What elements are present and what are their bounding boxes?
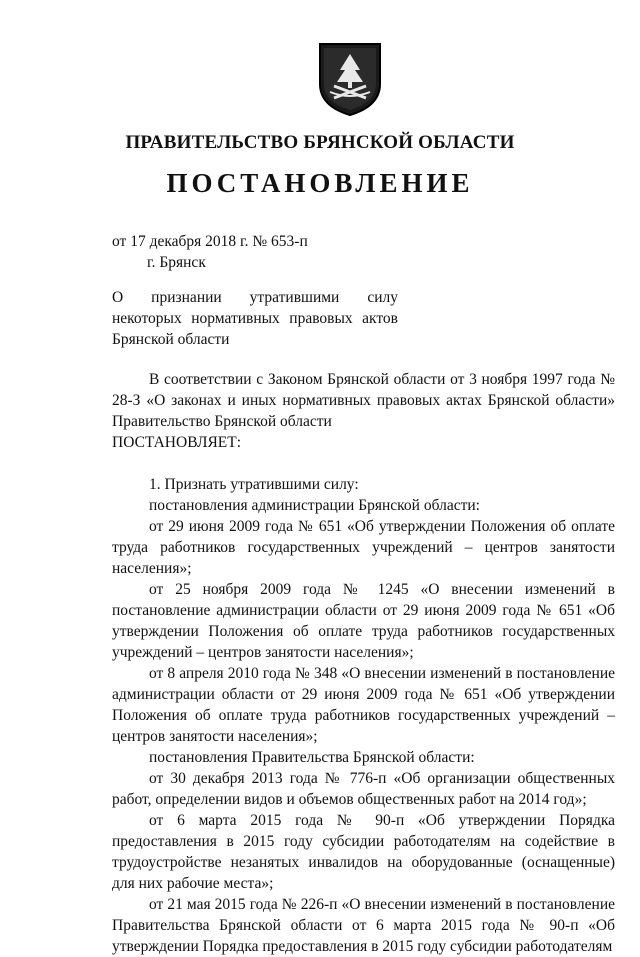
preamble-paragraph: В соответствии с Законом Брянской области от 3 ноября 1997 года № 28-З «О законах и иных нормативных правовых актах Брянской области» Правительство Брянской области (112, 371, 615, 430)
list-item: от 21 мая 2015 года № 226-п «О внесении изменений в постановление Правительства Брянской области от 6 марта 2015 года № 90-п «Об утверждении Порядка предоставления в 2015 году субсидии работодателям (112, 896, 615, 955)
decree-type-title: ПОСТАНОВЛЕНИЕ (166, 168, 474, 198)
decree-date-number: от 17 декабря 2018 г. № 653-п (112, 233, 308, 250)
government-title: ПРАВИТЕЛЬСТВО БРЯНСКОЙ ОБЛАСТИ (125, 132, 515, 153)
decree-body (112, 369, 615, 957)
list-item: от 8 апреля 2010 года № 348 «О внесении изменений в постановление администрации области от 29 июня 2009 года № 651 «Об утверждении Положения об оплате труда работников государственных учреждений – центров занятости населения»; (112, 665, 615, 745)
item-1-heading: 1. Признать утратившими силу: (149, 476, 359, 493)
list-item: от 25 ноября 2009 года № 1245 «О внесении изменений в постановление администрации области от 29 июня 2009 года № 651 «Об утверждении Положения об оплате труда работников государственных учреждений – центров занятости населения»; (112, 581, 615, 661)
list-item: от 30 декабря 2013 года № 776-п «Об организации общественных работ, определении видов и объемов общественных работ на 2014 год»; (112, 770, 615, 808)
decree-subject: О признании утратившими силу некоторых нормативных правовых актов Брянской области (112, 289, 398, 348)
list-item: от 29 июня 2009 года № 651 «Об утверждении Положения об оплате труда работников государственных учреждений – центров занятости населения»; (112, 518, 615, 577)
coat-of-arms-icon (316, 40, 384, 118)
group-heading-government: постановления Правительства Брянской области: (149, 749, 475, 766)
decree-city: г. Брянск (147, 254, 206, 271)
group-heading-administration: постановления администрации Брянской области: (149, 497, 480, 514)
resolves-heading: ПОСТАНОВЛЯЕТ: (112, 434, 242, 451)
list-item: от 6 марта 2015 года № 90-п «Об утверждении Порядка предоставления в 2015 году субсидии работодателям на содействие в трудоустройстве незанятых инвалидов на оборудованные (оснащенные) для них рабочие места»; (112, 812, 615, 892)
spacer (112, 453, 615, 474)
